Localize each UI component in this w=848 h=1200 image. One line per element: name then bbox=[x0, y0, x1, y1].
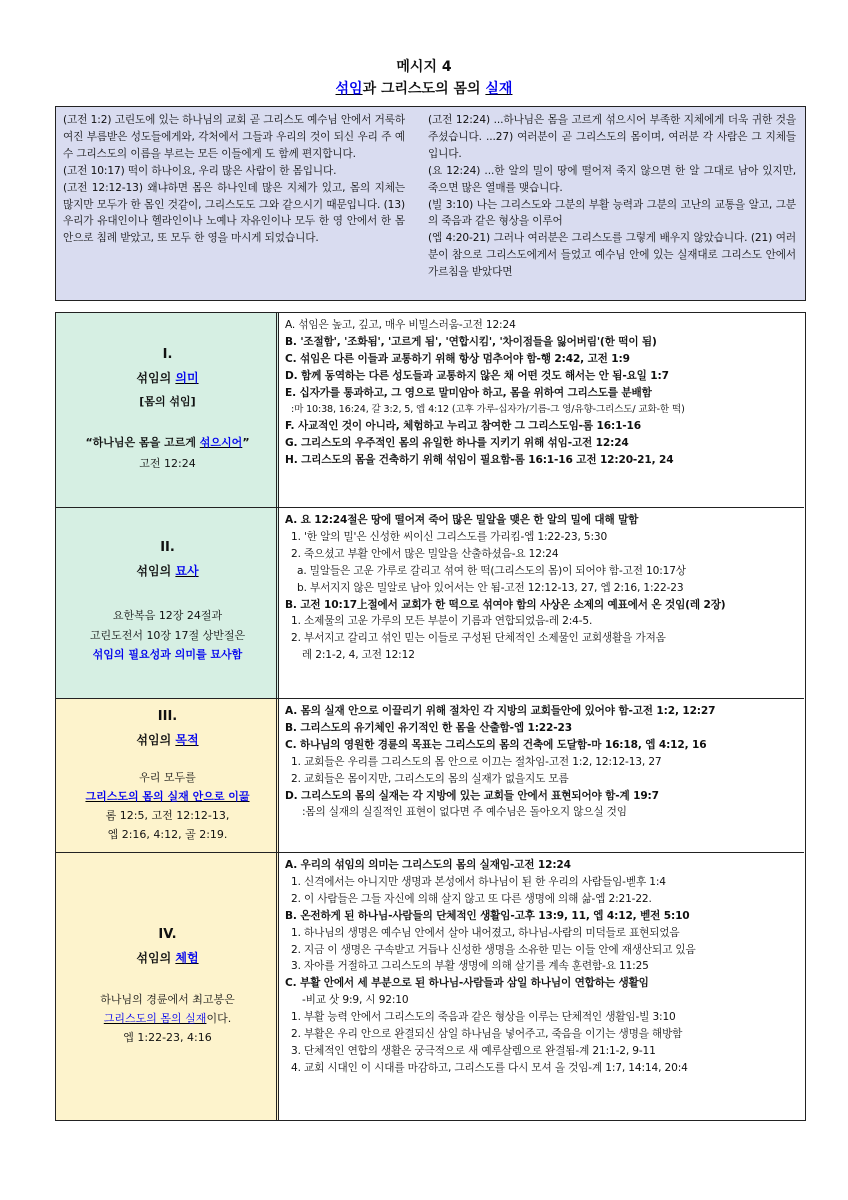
section-title: 섞임의 목적 bbox=[136, 733, 199, 747]
section-description: 고린도전서 10장 17절 상반절은 bbox=[89, 629, 246, 642]
section-reference: 고전 12:24 bbox=[139, 457, 196, 470]
section-heading-cell bbox=[56, 853, 279, 1120]
verse: (고전 10:17) 떡이 하나이요, 우리 많은 사람이 한 몸입니다. bbox=[63, 164, 337, 177]
section-description: 요한복음 12장 24절과 bbox=[112, 609, 223, 622]
point: B. 고전 10:17上절에서 교회가 한 떡으로 섞여야 함의 사상은 소제의 예표에서 온 것임(레 2장) bbox=[285, 598, 726, 611]
point: 2. 부서지고 갈리고 섞인 믿는 이들로 구성된 단체적인 소제물인 교회생활을 가져옴 bbox=[291, 632, 666, 645]
section-number: II. bbox=[160, 540, 175, 555]
point: 2. 이 사람들은 그들 자신에 의해 살지 않고 또 다른 생명에 의해 삶-엡 2:21-22. bbox=[291, 892, 652, 905]
section-description: 우리 모두를 bbox=[139, 771, 196, 784]
point: 2. 죽으셨고 부활 안에서 많은 밀알을 산출하셨음-요 12:24 bbox=[291, 547, 559, 560]
verse: (요 12:24) ...한 알의 밀이 땅에 떨어져 죽지 않으면 한 알 그대로 남아 있지만, 죽으면 많은 열매를 맺습니다. bbox=[428, 164, 796, 194]
section-2 bbox=[56, 508, 804, 699]
section-points bbox=[285, 853, 804, 1077]
scripture-left-column bbox=[63, 112, 405, 247]
point: 3. 자아를 거절하고 그리스도의 부활 생명에 의해 살기를 계속 훈련함-요 11:25 bbox=[291, 960, 649, 973]
section-reference: 롬 12:5, 고전 12:12-13, bbox=[105, 809, 230, 822]
point: 레 2:1-2, 4, 고전 12:12 bbox=[302, 649, 415, 662]
verse: (빌 3:10) 나는 그리스도와 그분의 부활 능력과 그분의 고난의 교통을 알고, 그분의 죽음과 같은 형상을 이루어 bbox=[428, 198, 796, 228]
message-title bbox=[0, 78, 848, 98]
section-description: 그리스도의 몸의 실재 안으로 이끎 bbox=[85, 790, 250, 803]
section-title: 섞임의 의미 bbox=[136, 371, 199, 385]
title-keyword: 섞임 bbox=[335, 81, 363, 97]
point: G. 그리스도의 우주적인 몸의 유일한 하나를 지키기 위해 섞임-고전 12:24 bbox=[285, 437, 629, 450]
scripture-right-column bbox=[428, 112, 796, 281]
point: :마 10:38, 16:24, 갈 3:2, 5, 엡 4:12 (고후 가루-십자가/기름-그 영/유향-그리스도/ 교화-한 떡) bbox=[291, 403, 685, 415]
point: B. 그리스도의 유기체인 유기적인 한 몸을 산출함-엡 1:22-23 bbox=[285, 721, 572, 734]
point: C. 하나님의 영원한 경륜의 목표는 그리스도의 몸의 건축에 도달함-마 16:18, 엡 4:12, 16 bbox=[285, 738, 707, 751]
section-title: 섞임의 묘사 bbox=[136, 564, 199, 578]
section-1 bbox=[56, 313, 804, 508]
point: 1. 교회들은 우리를 그리스도의 몸 안으로 이끄는 절차임-고전 1:2, 12:12-13, 27 bbox=[291, 755, 662, 768]
point: F. 사교적인 것이 아니라, 체험하고 누리고 참여한 그 그리스도임-롬 16:1-16 bbox=[285, 420, 641, 433]
point: H. 그리스도의 몸을 건축하기 위해 섞임이 필요함-롬 16:1-16 고전 12:20-21, 24 bbox=[285, 454, 674, 467]
scripture-box bbox=[55, 106, 806, 301]
point: A. 요 12:24절은 땅에 떨어져 죽어 많은 밀알을 맺은 한 알의 밀에 대해 말함 bbox=[285, 514, 639, 526]
point: 3. 단체적인 연합의 생활은 궁극적으로 새 예루살렘으로 완결됨-계 21:1-2, 9-11 bbox=[291, 1044, 656, 1057]
point: A. 섞임은 높고, 깊고, 매우 비밀스러움-고전 12:24 bbox=[285, 319, 516, 331]
section-description: 그리스도의 몸의 실재이다. bbox=[103, 1012, 232, 1025]
point: b. 부서지지 않은 밀알로 남아 있어서는 안 됨-고전 12:12-13, 27, 엡 2:16, 1:22-23 bbox=[297, 581, 684, 594]
section-points bbox=[285, 313, 804, 469]
message-number: 메시지 4 bbox=[396, 59, 452, 75]
section-4 bbox=[56, 853, 804, 1120]
outline-table bbox=[55, 312, 806, 1121]
point: :몸의 실재의 실질적인 표현이 없다면 주 예수님은 돌아오지 않으실 것임 bbox=[302, 806, 627, 819]
section-subtitle: [몸의 섞임] bbox=[139, 395, 196, 408]
title-keyword-2: 실재 bbox=[485, 81, 513, 97]
point: 2. 부활은 우리 안으로 완결되신 삼일 하나님을 넣어주고, 죽음을 이기는 생명을 해방함 bbox=[291, 1028, 683, 1041]
section-title: 섞임의 체험 bbox=[136, 951, 199, 965]
section-number: IV. bbox=[158, 927, 177, 942]
section-description: 하나님의 경륜에서 최고봉은 bbox=[100, 993, 235, 1006]
point: B. '조절함', '조화됨', '고르게 됨', '연합시킴', '차이점들을 잃어버림'(한 떡이 됨) bbox=[285, 335, 657, 348]
point: 2. 지금 이 생명은 구속받고 거듭나 신성한 생명을 소유한 믿는 이들 안에 재생산되고 있음 bbox=[291, 943, 696, 956]
point: 1. 하나님의 생명은 예수님 안에서 살아 내어졌고, 하나님-사람의 미덕들로 표현되었음 bbox=[291, 926, 680, 939]
section-points bbox=[285, 699, 804, 821]
verse: (고전 12:12-13) 왜냐하면 몸은 하나인데 많은 지체가 있고, 몸의 지체는 많지만 모두가 한 몸인 것같이, 그리스도도 그와 같으시기 때문입니다. (13) 우리가 유대인이나 헬라인이나 노예나 자유인이나 모두 한 영 안에서 한 몸 안으로 침례 받았고, 또 모두 한 영을 마시게 되었습니다. bbox=[63, 181, 405, 245]
section-number: I. bbox=[162, 347, 173, 362]
verse: (고전 12:24) ...하나님은 몸을 고르게 섞으시어 부족한 지체에게 더욱 귀한 것을 주셨습니다. ...27) 여러분이 곧 그리스도의 몸이며, 여러분 각 사람은 그 지체들입니다. bbox=[428, 114, 796, 160]
point: 1. 부활 능력 안에서 그리스도의 죽음과 같은 형상을 이루는 단체적인 생활임-빌 3:10 bbox=[291, 1011, 676, 1024]
section-points bbox=[285, 508, 804, 664]
section-description: 섞임의 필요성과 의미를 묘사함 bbox=[92, 648, 243, 661]
verse: (고전 1:2) 고린도에 있는 하나님의 교회 곧 그리스도 예수님 안에서 거룩하여진 부름받은 성도들에게와, 각처에서 그들과 우리의 것이 되신 우리 주 예수 그리스도의 이름을 부르는 모든 이들에게 도 함께 편지합니다. bbox=[63, 114, 405, 160]
point: -비교 삿 9:9, 시 92:10 bbox=[302, 994, 409, 1007]
point: a. 밀알들은 고운 가루로 갈리고 섞여 한 떡(그리스도의 몸)이 되어야 함-고전 10:17상 bbox=[297, 564, 686, 577]
section-quote: “하나님은 몸을 고르게 섞으시어” bbox=[85, 436, 250, 449]
section-3 bbox=[56, 699, 804, 853]
point: C. 섞임은 다른 이들과 교통하기 위해 항상 멈추어야 함-행 2:42, 고전 1:9 bbox=[285, 352, 630, 365]
point: D. 함께 동역하는 다른 성도들과 교통하지 않은 채 어떤 것도 해서는 안 됨-요일 1:7 bbox=[285, 369, 669, 382]
point: 4. 교회 시대인 이 시대를 마감하고, 그리스도를 다시 모셔 올 것임-계 1:7, 14:14, 20:4 bbox=[291, 1061, 688, 1074]
point: C. 부활 안에서 세 부분으로 된 하나님-사람들과 삼일 하나님이 연합하는 생활임 bbox=[285, 977, 649, 990]
section-reference: 엡 2:16, 4:12, 골 2:19. bbox=[107, 828, 228, 841]
title-middle: 과 그리스도의 몸의 bbox=[362, 81, 486, 97]
point: 1. 신격에서는 아니지만 생명과 본성에서 하나님이 된 한 우리의 사람들임-벧후 1:4 bbox=[291, 875, 666, 888]
section-heading-cell bbox=[56, 699, 279, 852]
section-reference: 엡 1:22-23, 4:16 bbox=[123, 1031, 212, 1044]
point: 1. '한 알의 밀'은 신성한 씨이신 그리스도를 가리킴-엡 1:22-23, 5:30 bbox=[291, 530, 608, 543]
point: 2. 교회들은 몸이지만, 그리스도의 몸의 실재가 없을지도 모름 bbox=[291, 772, 569, 785]
section-heading-cell bbox=[56, 508, 279, 698]
section-heading-cell bbox=[56, 313, 279, 507]
point: B. 온전하게 된 하나님-사람들의 단체적인 생활임-고후 13:9, 11, 엡 4:12, 벧전 5:10 bbox=[285, 909, 690, 922]
section-number: III. bbox=[157, 709, 178, 724]
point: D. 그리스도의 몸의 실재는 각 지방에 있는 교회들 안에서 표현되어야 함-계 19:7 bbox=[285, 789, 659, 802]
point: E. 십자가를 통과하고, 그 영으로 말미암아 하고, 몸을 위하여 그리스도를 분배함 bbox=[285, 386, 652, 399]
point: A. 몸의 실재 안으로 이끌리기 위해 절차인 각 지방의 교회들안에 있어야 함-고전 1:2, 12:27 bbox=[285, 705, 716, 717]
verse: (엡 4:20-21) 그러나 여러분은 그리스도를 그렇게 배우지 않았습니다. (21) 여러분이 참으로 그리스도에게서 들었고 예수님 안에 있는 실재대로 그리스도 안에서 가르침을 받았다면 bbox=[428, 232, 796, 279]
point: A. 우리의 섞임의 의미는 그리스도의 몸의 실재임-고전 12:24 bbox=[285, 859, 571, 871]
point: 1. 소제물의 고운 가루의 모든 부분이 기름과 연합되었음-레 2:4-5. bbox=[291, 615, 593, 628]
